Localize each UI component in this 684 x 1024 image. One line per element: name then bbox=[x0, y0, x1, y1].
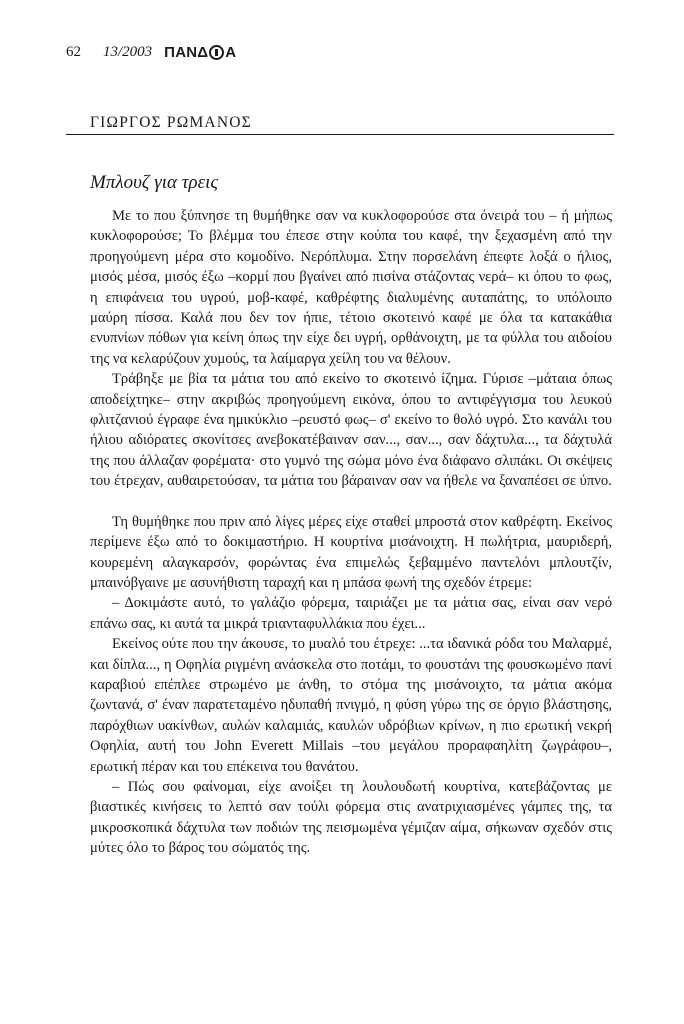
page-number: 62 bbox=[66, 44, 81, 60]
story-title: Μπλουζ για τρεις bbox=[90, 172, 219, 193]
logo-mark-icon bbox=[209, 45, 224, 60]
paragraph: – Πώς σου φαίνομαι, είχε ανοίξει τη λουλουδωτή κουρτίνα, κατεβάζοντας με βιαστικές κινήσεις το λεπτό σαν τούλι φόρεμα στις ανατριχιασμένες γάμπες της, τα μικροσκοπικά δάχτυλα των ποδιών της πεισμωμένα γέμιζαν αίμα, σήκωναν σχεδόν στις μύτες όλο το βάρος του σώματός της. bbox=[90, 778, 612, 857]
logo-text-left: ΠΑΝΔ bbox=[164, 44, 209, 61]
paragraph: Τράβηξε με βία τα μάτια του από εκείνο το σκοτεινό ίζημα. Γύρισε –μάταια όπως αποδείχτηκε– στην ακριβώς προηγούμενη εικόνα, όπου το αντιφέγγισμα του λευκού φλιτζανιού έγραφε ένα ημικύκλιο –ρευστό φως– σ' εκείνο το θολό υγρό. Στο κανάλι του ήλιου αδιόρατες σκονίτσες ανεβοκατέβαιναν σαν..., σαν..., σαν δάχτυλα..., τα δάχτυλά της που άλλαζαν φορέματα· στο γυμνό της σώμα μόνο ένα διάφανο σλιπάκι. Οι σκέψεις του έτρεχαν, αυθαιρετούσαν, τα μάτια του βάραιναν σαν να ήθελε να ξαναπέσει σε ύπνο. bbox=[90, 371, 612, 490]
paragraph: Τη θυμήθηκε που πριν από λίγες μέρες είχε σταθεί μπροστά στον καθρέφτη. Εκείνος περίμενε έξω από το δοκιμαστήριο. Η κουρτίνα μισάνοιχτη. Η πωλήτρια, μαυριδερή, κουρεμένη αλαγκαρσόν, φορώντας ένα επιμελώς ξεβαμμένο παντελόνι μπλουτζίν, μπαινόβγαινε με ασυνήθιστη ταραχή και η μπάσα φωνή της σχεδόν έτρεμε: bbox=[90, 513, 612, 591]
header-divider bbox=[66, 134, 614, 135]
paragraph: – Δοκιμάστε αυτό, το γαλάζιο φόρεμα, ταιριάζει με τα μάτια σας, είναι σαν νερό επάνω σας, κι αυτά τα μικρά τριανταφυλλάκια που έχει... bbox=[90, 595, 612, 632]
magazine-logo bbox=[164, 44, 236, 61]
logo-text-right: Α bbox=[225, 44, 237, 61]
author-name: ΓΙΩΡΓΟΣ ΡΩΜΑΝΟΣ bbox=[90, 114, 252, 131]
story-body bbox=[90, 206, 612, 859]
paragraph: Εκείνος ούτε που την άκουσε, το μυαλό του έτρεχε: ...τα ιδανικά ρόδα του Μαλαρμέ, και δίπλα..., η Οφηλία ριγμένη ανάσκελα στο ποτάμι, το φουστάνι της φουσκωμένο πανί καραβιού επέπλεε στρωμένο με άνθη, το στόμα της μισάνοιχτο, τα μάτια ακόμα ζωντανά, σ' έναν παρατεταμένο ηδυπαθή πνιγμό, η φύση γύρω της σε όργιο βλάστησης, παρόχθιων υακίνθων, αυλών καλαμιάς, καυλών υδρόβιων κρίνων, η πιο ερωτική νεκρή Οφηλία, αυτή του John Everett Millais –του μεγάλου προραφαηλίτη ζωγράφου–, ερωτική πέραν και του επέκεινα του θανάτου. bbox=[90, 636, 612, 775]
paragraph: Με το που ξύπνησε τη θυμήθηκε σαν να κυκλοφορούσε στα όνειρά του – ή μήπως κυκλοφορούσε; Το βλέμμα του έπεσε στην κούπα του καφέ, την ξεχασμένη από την προηγούμενη μέρα στο κομοδίνο. Νερόπλυμα. Στην πορσελάνη έπεφτε λοξά ο ήλιος, μισός μέσα, μισός έξω –κορμί που βγαίνει από πισίνα στάζοντας νερά– κι όπου το φως, η επιφάνεια του υγρού, μοβ-καφέ, καθρέφτης διαλυμένης αυταπάτης, το υπόλοιπο μαύρη πίσσα. Καλά που δεν τον ήπιε, τέτοιο σκοτεινό καφέ με όλα τα κατακάθια ενυπνίων πόθων για κείνη όπως την είχε δει υγρή, ορθάνοιχτη, με τα φύλλα του αιδοίου της να κελαρύζουν χυμούς, τα λαίμαργα χείλη του να θέλουν. bbox=[90, 208, 612, 367]
running-header bbox=[66, 44, 236, 61]
issue-number: 13/2003 bbox=[103, 44, 153, 60]
